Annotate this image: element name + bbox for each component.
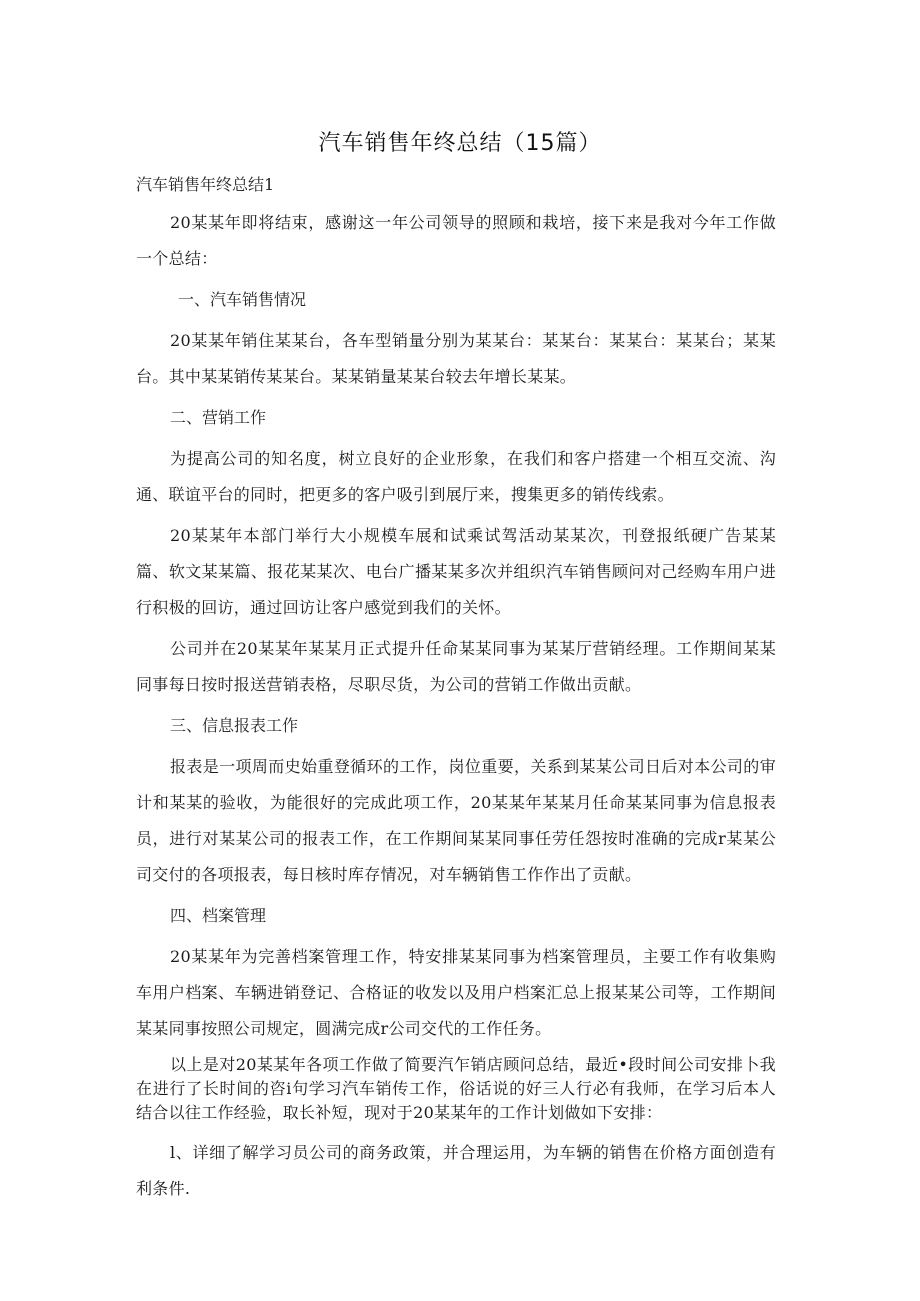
marketing-paragraph-1: 为提高公司的知名度，树立良好的企业形象，在我们和客户搭建一个相互交流、沟通、联谊平台的同时，把更多的客户吸引到展厅来，搜集更多的销传线索。 bbox=[136, 449, 776, 504]
document-title: 汽车销售年终总结（15篇） bbox=[318, 131, 602, 156]
section-heading-reports: 三、信息报表工作 bbox=[170, 716, 299, 735]
section-heading-sales: 一、汽车销售情况 bbox=[178, 290, 307, 309]
document-subtitle: 汽车销售年终总结1 bbox=[136, 175, 275, 194]
reports-paragraph: 报表是一项周而史始重登循环的工作，岗位重要，关系到某某公司日后对本公司的审计和某某的验收，为能很好的完成此项工作，20某某年某某月任命某某同事为信息报表员，进行对某某公司的报表工作，在工作期间某某同事任劳任怨按时准确的完成r某某公司交付的各项报表，每日核时库存情况，对车辆销售工作作出了贡献。 bbox=[136, 757, 776, 884]
document-body bbox=[136, 205, 776, 1212]
section-heading-marketing: 二、营销工作 bbox=[170, 408, 267, 427]
archives-paragraph: 20某某年为完善档案管理工作，特安排某某同事为档案管理员，主要工作有收集购车用户档案、车辆进销登记、合格证的收发以及用户档案汇总上报某某公司等，工作期间某某同事按照公司规定，圆满完成r公司交代的工作任务。 bbox=[136, 947, 776, 1038]
sales-paragraph: 20某某年销住某某台，各车型销量分别为某某台：某某台：某某台：某某台；某某台。其中某某销传某某台。某某销量某某台较去年增长某某。 bbox=[136, 331, 776, 386]
section-heading-archives: 四、档案管理 bbox=[170, 906, 267, 925]
plan-item-1-paragraph: l、详细了解学习员公司的商务政策，并合理运用，为车辆的销售在价格方面创造有利条件. bbox=[136, 1143, 776, 1198]
marketing-paragraph-3: 公司并在20某某年某某月正式提升任命某某同事为某某厅营销经理。工作期间某某同事每日按时报送营销表格，尽职尽货，为公司的营销工作做出贡献。 bbox=[136, 639, 776, 694]
marketing-paragraph-2: 20某某年本部门举行大小规模车展和试乘试驾活动某某次，刊登报纸硬广告某某篇、软文某某篇、报花某某次、电台广播某某多次并组织汽车销售顾问对己经购车用户进行积极的回访，通过回访让客户感觉到我们的关怀。 bbox=[136, 526, 776, 617]
intro-paragraph: 20某某年即将结束，感谢这一年公司领导的照顾和栽培，接下来是我对今年工作做一个总结： bbox=[136, 213, 776, 268]
summary-paragraph: 以上是对20某某年各项工作做了简要汽乍销店顾问总结，最近•段时间公司安排卜我在进行了长时间的咨i句学习汽车销传工作，俗话说的好三人行必有我师，在学习后本人结合以往工作经验，取长补短，现对于20某某年的工作计划做如下安排： bbox=[136, 1055, 776, 1122]
